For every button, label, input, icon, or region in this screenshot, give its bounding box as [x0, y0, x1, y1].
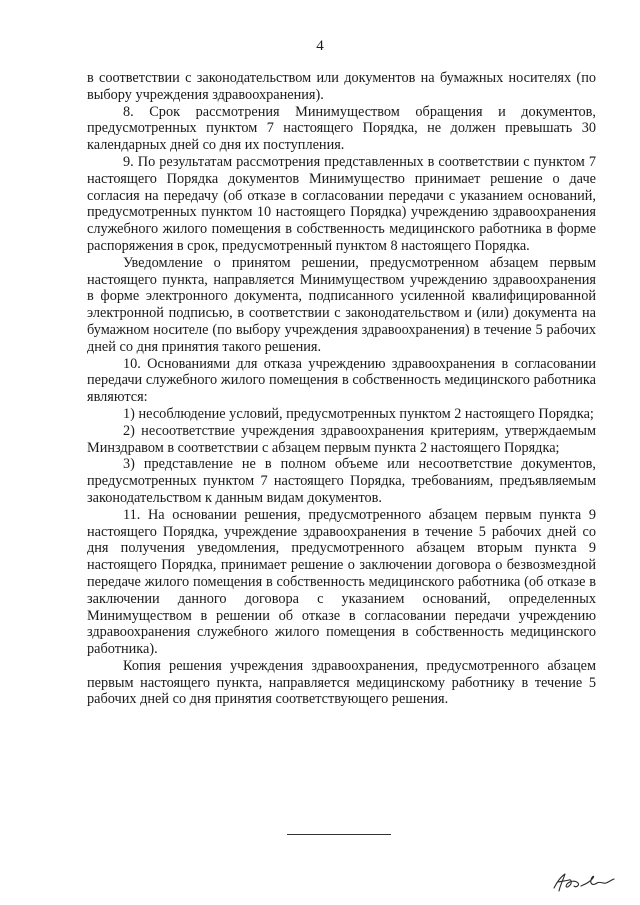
paragraph-item-9-notification: Уведомление о принятом решении, предусмотренном абзацем первым настоящего пункта, направляется Минимуществом учреждению здравоохранения в форме электронного документа, подписанного усиленной квалифицированной электронной подписью, в соответствии с законодательством и (или) документа на бумажном носителе (по выбору учреждения здравоохранения) в течение 5 рабочих дней со дня принятия такого решения.: [87, 254, 596, 355]
paragraph-item-10-sub-3: 3) представление не в полном объеме или несоответствие документов, предусмотренных пунктом 7 настоящего Порядка, требованиям, предъявляемым законодательством к данным видам документов.: [87, 456, 596, 506]
page-number: 4: [316, 38, 324, 54]
handwritten-initials-signature: [548, 866, 618, 896]
paragraph-item-10-sub-2: 2) несоответствие учреждения здравоохранения критериям, утверждаемым Минздравом в соответствии с абзацем первым пункта 2 настоящего Порядка;: [87, 422, 596, 456]
paragraph-item-11-copy: Копия решения учреждения здравоохранения, предусмотренного абзацем первым настоящего пункта, направляется медицинскому работнику в течение 5 рабочих дней со дня принятия соответствующего решения.: [87, 657, 596, 708]
end-of-text-rule: [287, 834, 391, 835]
paragraph-item-11: 11. На основании решения, предусмотренного абзацем первым пункта 9 настоящего Порядка, учреждение здравоохранения в течение 5 рабочих дней со дня получения уведомления, предусмотренного абзацем вторым пункта 9 настоящего Порядка, принимает решение о заключении договора о безвозмездной передаче жилого помещения в собственность медицинского работника (об отказе в заключении данного договора с указанием оснований, определенных Минимуществом в решении об отказе в согласовании передачи учреждению здравоохранения служебного жилого помещения в собственность медицинского работника).: [87, 506, 596, 658]
document-body: [87, 70, 596, 708]
paragraph-item-8: 8. Срок рассмотрения Минимуществом обращения и документов, предусмотренных пунктом 7 настоящего Порядка, не должен превышать 30 календарных дней со дня их поступления.: [87, 103, 596, 154]
paragraph-continuation: в соответствии с законодательством или документов на бумажных носителях (по выбору учреждения здравоохранения).: [87, 70, 596, 103]
paragraph-item-9: 9. По результатам рассмотрения представленных в соответствии с пунктом 7 настоящего Порядка документов Минимущество принимает решение о даче согласия на передачу (об отказе в согласовании передачи с указанием оснований, предусмотренных пунктом 10 настоящего Порядка) учреждению здравоохранения служебного жилого помещения в собственность медицинского работника в форме распоряжения в срок, предусмотренный пунктом 8 настоящего Порядка.: [87, 153, 596, 254]
paragraph-item-10: 10. Основаниями для отказа учреждению здравоохранения в согласовании передачи служебного жилого помещения в собственность медицинского работника являются:: [87, 355, 596, 406]
paragraph-item-10-sub-1: 1) несоблюдение условий, предусмотренных пунктом 2 настоящего Порядка;: [123, 405, 594, 422]
